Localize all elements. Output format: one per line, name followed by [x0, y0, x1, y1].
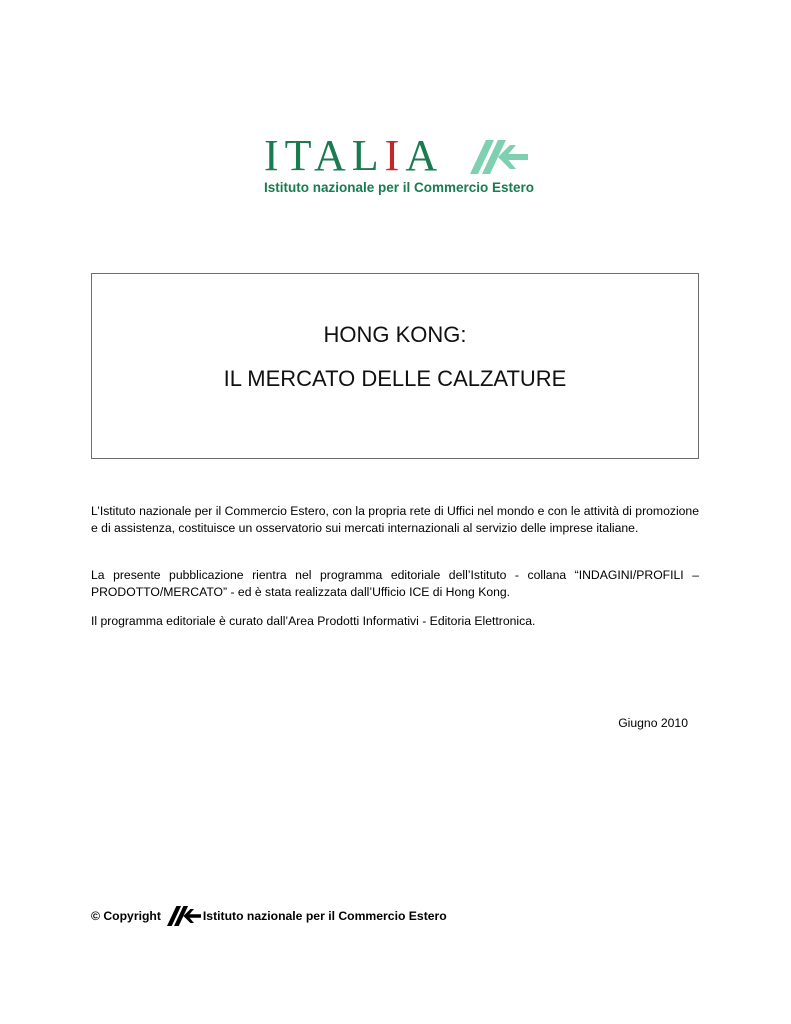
publication-date: Giugno 2010: [618, 716, 688, 730]
logo-wordmark: [264, 132, 443, 180]
copyright-footer: [91, 905, 447, 927]
publication-paragraph: La presente pubblicazione rientra nel programma editoriale dell’Istituto - collana “INDAGINI/PROFILI – PRODOTTO/MERCATO” - ed è stata realizzata dall’Ufficio ICE di Hong Kong.: [91, 568, 699, 599]
copyright-institute: Istituto nazionale per il Commercio Estero: [202, 909, 447, 923]
document-title-line1: HONG KONG:: [323, 322, 467, 347]
ice-arrow-logo-icon: [470, 140, 528, 174]
document-title-line2: IL MERCATO DELLE CALZATURE: [223, 366, 567, 391]
logo-subtitle: Istituto nazionale per il Commercio Estero: [264, 180, 535, 195]
logo-word-part2: A: [405, 131, 444, 180]
copyright-label: © Copyright: [91, 909, 161, 923]
ice-arrow-logo-icon: [167, 905, 201, 927]
editorial-paragraph: Il programma editoriale è curato dall’Area Prodotti Informativi - Editoria Elettronica.: [91, 614, 536, 628]
ice-logo: [264, 132, 544, 202]
title-box: [91, 273, 699, 459]
logo-word-flag: I: [384, 131, 406, 180]
intro-paragraph: L’Istituto nazionale per il Commercio Estero, con la propria rete di Uffici nel mondo e con le attività di promozione e di assistenza, costituisce un osservatorio sui mercati internazionali al servizio delle imprese italiane.: [91, 504, 699, 535]
logo-word-part1: ITAL: [264, 131, 385, 180]
